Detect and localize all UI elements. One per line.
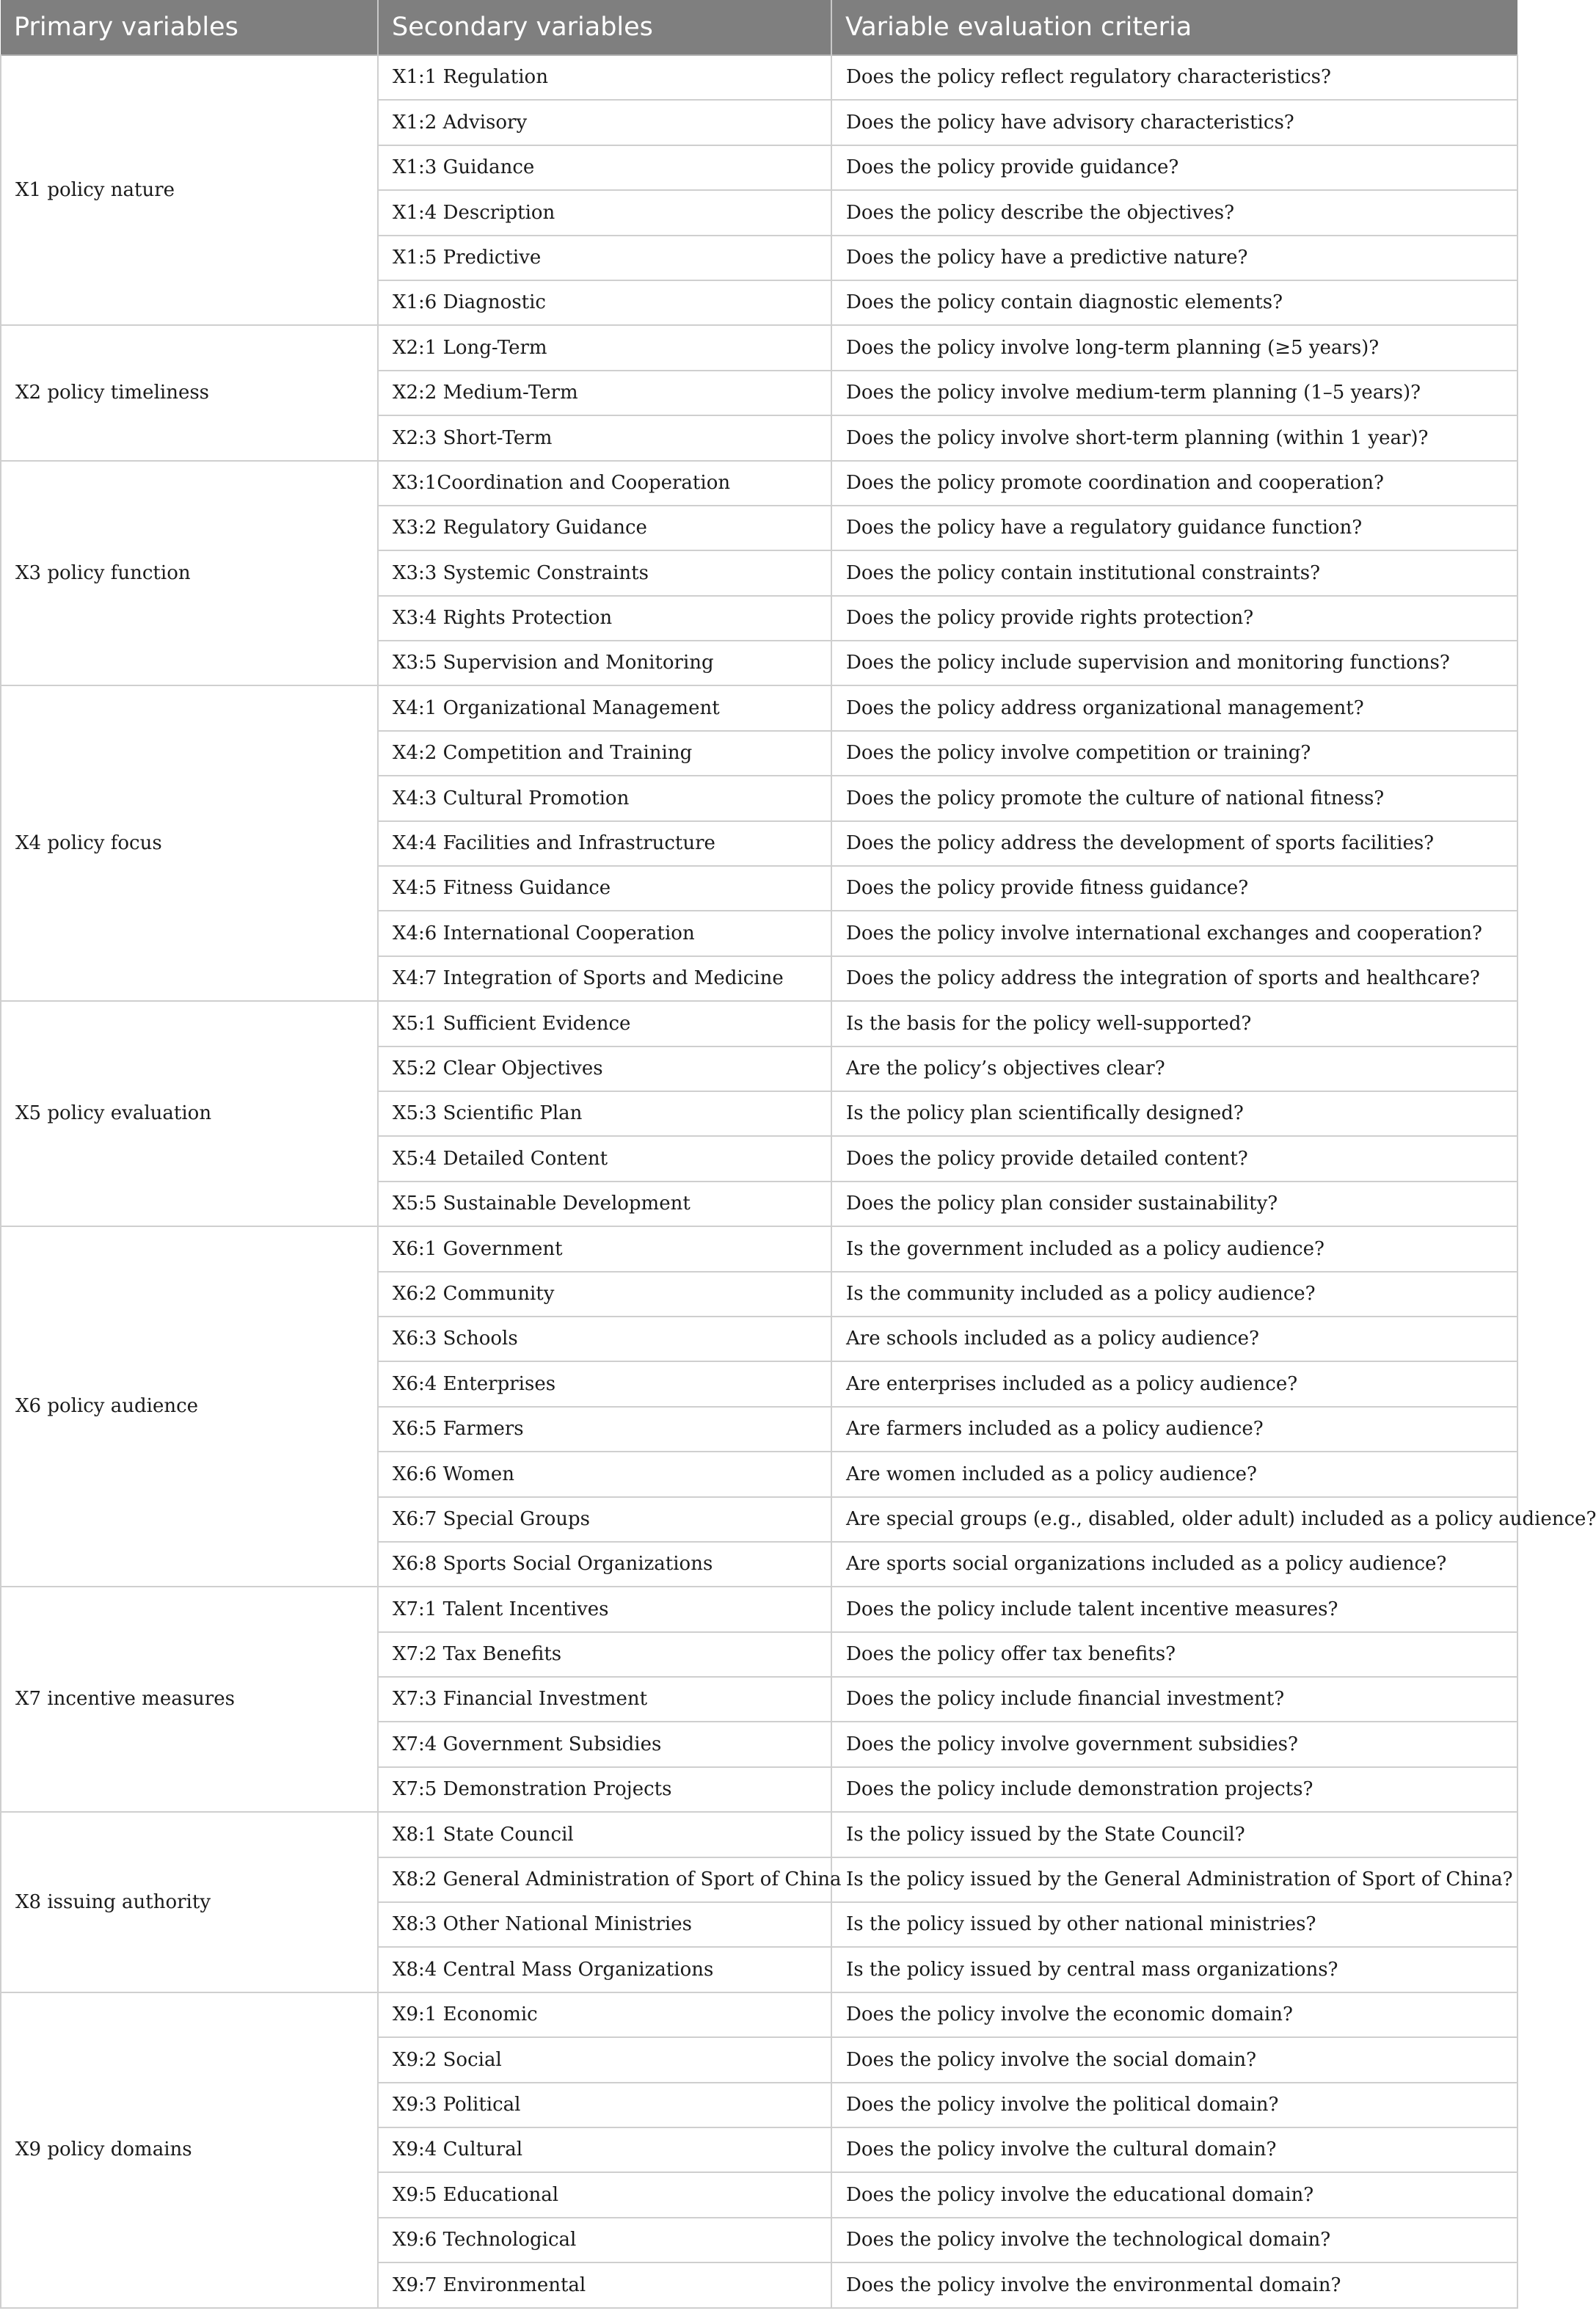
table-row xyxy=(1,461,1517,506)
evaluation-criteria-cell: Does the policy involve international exchanges and cooperation? xyxy=(831,911,1517,955)
evaluation-criteria-cell: Is the policy issued by central mass organizations? xyxy=(831,1947,1517,1992)
secondary-variable-cell: X5:3 Scientific Plan xyxy=(378,1091,831,1136)
evaluation-criteria-cell: Does the policy involve the cultural domain? xyxy=(831,2127,1517,2172)
evaluation-criteria-cell: Are special groups (e.g., disabled, older adult) included as a policy audience? xyxy=(831,1497,1517,1542)
table-row xyxy=(1,1812,1517,1857)
primary-variable-cell: X4 policy focus xyxy=(1,685,378,1001)
evaluation-criteria-cell: Does the policy offer tax benefits? xyxy=(831,1632,1517,1677)
primary-variable-cell: X5 policy evaluation xyxy=(1,1001,378,1226)
secondary-variable-cell: X6:3 Schools xyxy=(378,1317,831,1361)
evaluation-criteria-cell: Does the policy have advisory characteristics? xyxy=(831,100,1517,145)
secondary-variable-cell: X6:7 Special Groups xyxy=(378,1497,831,1542)
evaluation-criteria-cell: Is the basis for the policy well-supported? xyxy=(831,1001,1517,1046)
evaluation-criteria-cell: Is the policy issued by other national ministries? xyxy=(831,1902,1517,1947)
secondary-variable-cell: X6:1 Government xyxy=(378,1226,831,1271)
secondary-variable-cell: X1:5 Predictive xyxy=(378,236,831,280)
table-row xyxy=(1,325,1517,370)
evaluation-criteria-cell: Does the policy involve the economic domain? xyxy=(831,1992,1517,2037)
evaluation-criteria-cell: Does the policy plan consider sustainability? xyxy=(831,1182,1517,1226)
secondary-variable-cell: X6:4 Enterprises xyxy=(378,1361,831,1406)
evaluation-criteria-cell: Are farmers included as a policy audience? xyxy=(831,1407,1517,1452)
header-evaluation-criteria: Variable evaluation criteria xyxy=(831,0,1517,55)
evaluation-criteria-cell: Does the policy involve the technological domain? xyxy=(831,2218,1517,2262)
secondary-variable-cell: X3:4 Rights Protection xyxy=(378,596,831,641)
evaluation-criteria-cell: Does the policy involve the environmental domain? xyxy=(831,2262,1517,2307)
secondary-variable-cell: X4:1 Organizational Management xyxy=(378,685,831,730)
evaluation-criteria-cell: Does the policy contain institutional constraints? xyxy=(831,550,1517,595)
secondary-variable-cell: X8:1 State Council xyxy=(378,1812,831,1857)
secondary-variable-cell: X1:6 Diagnostic xyxy=(378,280,831,325)
evaluation-criteria-cell: Does the policy provide detailed content? xyxy=(831,1136,1517,1181)
secondary-variable-cell: X7:1 Talent Incentives xyxy=(378,1587,831,1631)
secondary-variable-cell: X1:4 Description xyxy=(378,190,831,235)
evaluation-criteria-cell: Does the policy involve the social domain? xyxy=(831,2037,1517,2082)
evaluation-criteria-cell: Are enterprises included as a policy audience? xyxy=(831,1361,1517,1406)
secondary-variable-cell: X7:5 Demonstration Projects xyxy=(378,1767,831,1812)
secondary-variable-cell: X5:5 Sustainable Development xyxy=(378,1182,831,1226)
secondary-variable-cell: X9:5 Educational xyxy=(378,2172,831,2217)
evaluation-criteria-cell: Does the policy promote the culture of national fitness? xyxy=(831,776,1517,820)
secondary-variable-cell: X9:7 Environmental xyxy=(378,2262,831,2307)
secondary-variable-cell: X6:5 Farmers xyxy=(378,1407,831,1452)
secondary-variable-cell: X2:3 Short-Term xyxy=(378,415,831,460)
secondary-variable-cell: X1:2 Advisory xyxy=(378,100,831,145)
primary-variable-cell: X3 policy function xyxy=(1,461,378,686)
evaluation-criteria-cell: Is the government included as a policy audience? xyxy=(831,1226,1517,1271)
secondary-variable-cell: X5:1 Sufficient Evidence xyxy=(378,1001,831,1046)
secondary-variable-cell: X4:5 Fitness Guidance xyxy=(378,866,831,911)
secondary-variable-cell: X7:4 Government Subsidies xyxy=(378,1722,831,1766)
evaluation-criteria-cell: Are women included as a policy audience? xyxy=(831,1452,1517,1496)
secondary-variable-cell: X9:4 Cultural xyxy=(378,2127,831,2172)
secondary-variable-cell: X9:6 Technological xyxy=(378,2218,831,2262)
secondary-variable-cell: X7:2 Tax Benefits xyxy=(378,1632,831,1677)
evaluation-criteria-cell: Does the policy involve long-term planning (≥5 years)? xyxy=(831,325,1517,370)
secondary-variable-cell: X4:2 Competition and Training xyxy=(378,731,831,776)
secondary-variable-cell: X1:1 Regulation xyxy=(378,55,831,100)
evaluation-criteria-cell: Does the policy involve government subsidies? xyxy=(831,1722,1517,1766)
evaluation-criteria-cell: Does the policy include talent incentive measures? xyxy=(831,1587,1517,1631)
evaluation-criteria-cell: Is the community included as a policy audience? xyxy=(831,1272,1517,1317)
evaluation-criteria-cell: Does the policy provide guidance? xyxy=(831,145,1517,190)
secondary-variable-cell: X9:1 Economic xyxy=(378,1992,831,2037)
evaluation-criteria-cell: Are the policy’s objectives clear? xyxy=(831,1046,1517,1091)
evaluation-criteria-cell: Is the policy issued by the State Council? xyxy=(831,1812,1517,1857)
header-primary-variables: Primary variables xyxy=(1,0,378,55)
header-row xyxy=(1,0,1517,55)
secondary-variable-cell: X3:5 Supervision and Monitoring xyxy=(378,641,831,685)
evaluation-criteria-cell: Does the policy contain diagnostic elements? xyxy=(831,280,1517,325)
table-row xyxy=(1,685,1517,730)
evaluation-criteria-cell: Does the policy reflect regulatory characteristics? xyxy=(831,55,1517,100)
secondary-variable-cell: X6:2 Community xyxy=(378,1272,831,1317)
evaluation-criteria-cell: Does the policy have a predictive nature? xyxy=(831,236,1517,280)
secondary-variable-cell: X7:3 Financial Investment xyxy=(378,1677,831,1722)
evaluation-criteria-cell: Does the policy provide rights protection? xyxy=(831,596,1517,641)
evaluation-criteria-cell: Does the policy involve medium-term planning (1–5 years)? xyxy=(831,371,1517,415)
table-row xyxy=(1,55,1517,100)
primary-variable-cell: X1 policy nature xyxy=(1,55,378,325)
secondary-variable-cell: X3:3 Systemic Constraints xyxy=(378,550,831,595)
evaluation-criteria-cell: Does the policy include demonstration projects? xyxy=(831,1767,1517,1812)
secondary-variable-cell: X2:1 Long-Term xyxy=(378,325,831,370)
secondary-variable-cell: X4:4 Facilities and Infrastructure xyxy=(378,821,831,866)
evaluation-criteria-cell: Does the policy involve competition or training? xyxy=(831,731,1517,776)
secondary-variable-cell: X4:6 International Cooperation xyxy=(378,911,831,955)
evaluation-criteria-cell: Does the policy involve short-term planning (within 1 year)? xyxy=(831,415,1517,460)
secondary-variable-cell: X8:2 General Administration of Sport of China xyxy=(378,1857,831,1902)
secondary-variable-cell: X4:3 Cultural Promotion xyxy=(378,776,831,820)
secondary-variable-cell: X8:4 Central Mass Organizations xyxy=(378,1947,831,1992)
secondary-variable-cell: X2:2 Medium-Term xyxy=(378,371,831,415)
evaluation-criteria-cell: Does the policy describe the objectives? xyxy=(831,190,1517,235)
evaluation-criteria-cell: Does the policy involve the educational domain? xyxy=(831,2172,1517,2217)
table-row xyxy=(1,1001,1517,1046)
secondary-variable-cell: X6:6 Women xyxy=(378,1452,831,1496)
evaluation-criteria-cell: Does the policy promote coordination and cooperation? xyxy=(831,461,1517,506)
primary-variable-cell: X7 incentive measures xyxy=(1,1587,378,1812)
secondary-variable-cell: X4:7 Integration of Sports and Medicine xyxy=(378,956,831,1001)
secondary-variable-cell: X6:8 Sports Social Organizations xyxy=(378,1542,831,1587)
table-row xyxy=(1,1587,1517,1631)
secondary-variable-cell: X8:3 Other National Ministries xyxy=(378,1902,831,1947)
evaluation-criteria-cell: Does the policy involve the political domain? xyxy=(831,2083,1517,2127)
secondary-variable-cell: X3:1Coordination and Cooperation xyxy=(378,461,831,506)
table-row xyxy=(1,1992,1517,2037)
secondary-variable-cell: X1:3 Guidance xyxy=(378,145,831,190)
table-row xyxy=(1,1226,1517,1271)
primary-variable-cell: X6 policy audience xyxy=(1,1226,378,1587)
evaluation-criteria-cell: Does the policy provide fitness guidance? xyxy=(831,866,1517,911)
evaluation-criteria-cell: Does the policy include financial investment? xyxy=(831,1677,1517,1722)
secondary-variable-cell: X5:2 Clear Objectives xyxy=(378,1046,831,1091)
evaluation-criteria-cell: Does the policy have a regulatory guidance function? xyxy=(831,506,1517,550)
evaluation-criteria-cell: Does the policy address the development of sports facilities? xyxy=(831,821,1517,866)
evaluation-criteria-cell: Is the policy plan scientifically designed? xyxy=(831,1091,1517,1136)
evaluation-criteria-cell: Does the policy address the integration of sports and healthcare? xyxy=(831,956,1517,1001)
primary-variable-cell: X2 policy timeliness xyxy=(1,325,378,460)
evaluation-criteria-cell: Are sports social organizations included as a policy audience? xyxy=(831,1542,1517,1587)
secondary-variable-cell: X9:3 Political xyxy=(378,2083,831,2127)
evaluation-criteria-cell: Are schools included as a policy audience? xyxy=(831,1317,1517,1361)
evaluation-criteria-cell: Is the policy issued by the General Administration of Sport of China? xyxy=(831,1857,1517,1902)
secondary-variable-cell: X9:2 Social xyxy=(378,2037,831,2082)
header-secondary-variables: Secondary variables xyxy=(378,0,831,55)
secondary-variable-cell: X3:2 Regulatory Guidance xyxy=(378,506,831,550)
table-body xyxy=(1,55,1596,2308)
secondary-variable-cell: X5:4 Detailed Content xyxy=(378,1136,831,1181)
primary-variable-cell: X8 issuing authority xyxy=(1,1812,378,1992)
evaluation-criteria-cell: Does the policy address organizational management? xyxy=(831,685,1517,730)
evaluation-criteria-cell: Does the policy include supervision and monitoring functions? xyxy=(831,641,1517,685)
primary-variable-cell: X9 policy domains xyxy=(1,1992,378,2308)
table-header xyxy=(1,0,1517,55)
